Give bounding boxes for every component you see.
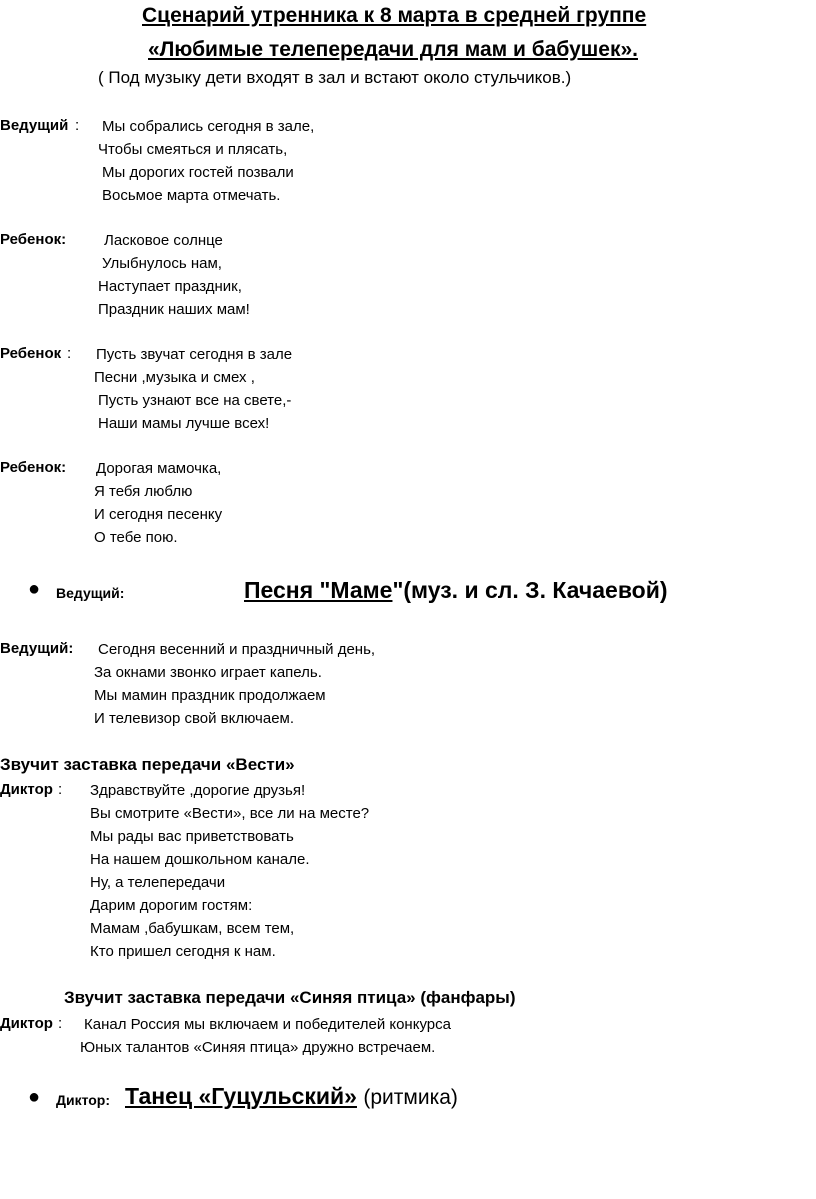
verse-line: Ласковое солнце — [104, 232, 223, 249]
dance-note: (ритмика) — [363, 1086, 458, 1109]
verse-line: Ну, а телепередачи — [90, 874, 226, 891]
verse-line: Канал Россия мы включаем и победителей конкурса — [84, 1016, 451, 1033]
verse-line: Праздник наших мам! — [98, 301, 250, 318]
verse-line: Вы смотрите «Вести», все ли на месте? — [90, 805, 370, 822]
speaker-label: Ребенок — [0, 345, 62, 362]
title-line-1: Сценарий утренника к 8 марта в средней группе — [142, 4, 647, 27]
verse-line: Юных талантов «Синяя птица» дружно встречаем. — [80, 1039, 436, 1056]
song-name: Песня "Маме — [244, 577, 393, 603]
verse-line: Улыбнулось нам, — [102, 255, 222, 272]
verse-line: Чтобы смеяться и плясать, — [98, 141, 288, 158]
speaker-colon: : — [67, 345, 72, 362]
verse-line: На нашем дошкольном канале. — [90, 851, 310, 868]
speaker-colon: : — [58, 1015, 63, 1032]
section-heading: Звучит заставка передачи «Вести» — [0, 755, 295, 774]
verse-line: Я тебя люблю — [94, 483, 193, 500]
speaker-label: Ведущий — [0, 117, 69, 134]
song-title — [244, 577, 668, 604]
speaker-label: Диктор — [0, 781, 53, 798]
song-credits: "(муз. и сл. З. Качаевой) — [392, 577, 668, 603]
verse-line: Дарим дорогим гостям: — [90, 897, 253, 914]
dance-title — [125, 1083, 458, 1110]
verse-line: Мамам ,бабушкам, всем тем, — [90, 920, 295, 937]
verse-line: Мы рады вас приветствовать — [90, 828, 294, 845]
verse-line: И телевизор свой включаем. — [94, 710, 295, 727]
intro-note: ( Под музыку дети входят в зал и встают около стульчиков.) — [98, 68, 572, 87]
verse-line: Мы мамин праздник продолжаем — [94, 687, 326, 704]
verse-line: Восьмое марта отмечать. — [102, 187, 281, 204]
speaker-label: Ведущий: — [56, 585, 125, 601]
verse-line: Дорогая мамочка, — [96, 460, 222, 477]
speaker-label: Ребенок: — [0, 459, 67, 476]
verse-line: Пусть узнают все на свете,- — [98, 392, 292, 409]
verse-line: Мы дорогих гостей позвали — [102, 164, 294, 181]
verse-line: И сегодня песенку — [94, 506, 223, 523]
speaker-colon: : — [75, 117, 80, 134]
verse-line: Песни ,музыка и смех , — [94, 369, 255, 386]
verse-line: Наши мамы лучше всех! — [98, 415, 270, 432]
verse-line: За окнами звонко играет капель. — [94, 664, 322, 681]
bullet-icon: ● — [28, 1086, 41, 1108]
speaker-colon: : — [58, 781, 63, 798]
speaker-label: Диктор: — [56, 1092, 111, 1108]
verse-line: О тебе пою. — [94, 529, 178, 546]
bullet-icon: ● — [28, 578, 41, 600]
speaker-label: Ведущий: — [0, 640, 74, 657]
speaker-label: Ребенок: — [0, 231, 67, 248]
speaker-label: Диктор — [0, 1015, 53, 1032]
section-heading: Звучит заставка передачи «Синяя птица» (фанфары) — [64, 988, 516, 1007]
verse-line: Кто пришел сегодня к нам. — [90, 943, 276, 960]
verse-line: Пусть звучат сегодня в зале — [96, 346, 293, 363]
verse-line: Наступает праздник, — [98, 278, 242, 295]
verse-line: Здравствуйте ,дорогие друзья! — [90, 782, 306, 799]
verse-line: Мы собрались сегодня в зале, — [102, 118, 315, 135]
dance-name: Танец «Гуцульский» — [125, 1083, 357, 1109]
verse-line: Сегодня весенний и праздничный день, — [98, 641, 376, 658]
title-line-2: «Любимые телепередачи для мам и бабушек». — [148, 38, 638, 61]
